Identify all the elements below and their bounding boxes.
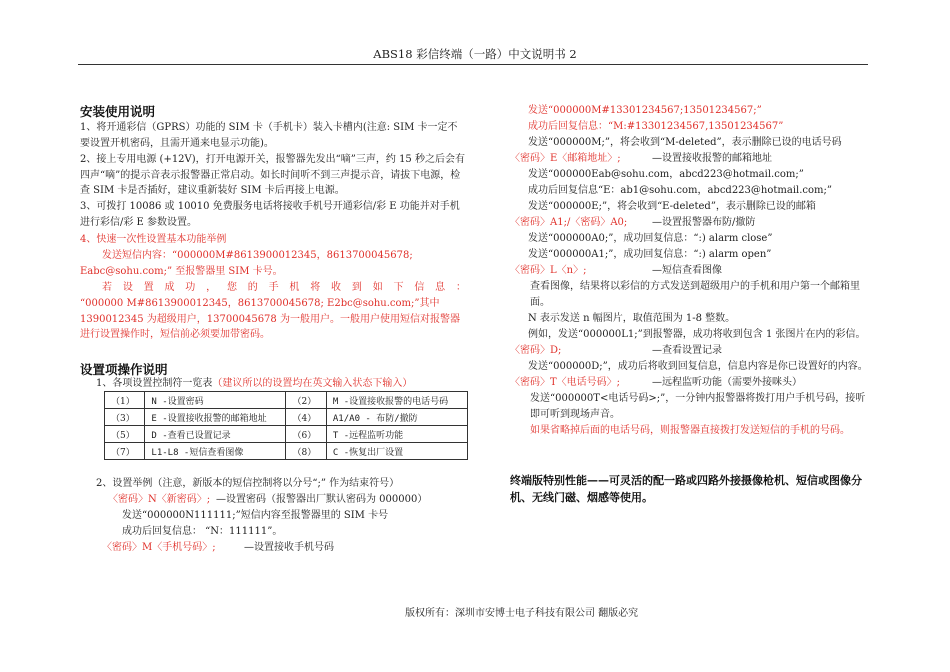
right-line-10: 发送“000000A1;”，成功回复信息：“:) alarm open”	[528, 249, 772, 260]
install-step-3: 3、可拨打 10086 或 10010 免费服务电话将接收手机号开通彩信/彩 E 功能并对手机进行彩信/彩 E 参数设置。	[80, 201, 460, 228]
table-cell: （7）	[105, 443, 145, 460]
right-line-19: 如果省略掉后面的电话号码，则报警器直接拨打发送短信的手机的号码。	[530, 425, 850, 436]
table-cell: （4）	[286, 409, 326, 426]
right-desc-email: —设置接收报警的邮箱地址	[652, 153, 772, 164]
right-line-1: 发送“000000M#13301234567;13501234567;”	[528, 105, 762, 116]
right-line-14: 例如，发送“000000L1;”到报警器，成功将收到包含 1 张图片在内的彩信。	[528, 329, 866, 340]
right-desc-arm: —设置报警器布防/撤防	[652, 217, 756, 228]
table-row	[105, 392, 468, 409]
right-tag-arm: 〈密码〉A1;/〈密码〉A0;	[510, 217, 628, 228]
table-row	[105, 426, 468, 443]
settings-example-title: 2、设置举例（注意，新版本的短信控制将以分号“;” 作为结束符号）	[96, 478, 400, 489]
settings-list-title-text: 1、各项设置控制符一览表	[96, 378, 213, 389]
table-cell: （1）	[105, 392, 145, 409]
install-example-reply: “000000 M#8613900012345，8613700045678; E2bc@sohu.com;”其中 1390012345 为超级用户，13700045678 为一般用户。一般用户使用短信对报警器进行设置操作时，短信前必须要加带密码。	[80, 298, 460, 340]
table-cell: （3）	[105, 409, 145, 426]
table-cell: E -设置接收报警的邮箱地址	[145, 409, 286, 426]
right-line-7: 发送“000000E;”，将会收到“E-deleted”，表示删除已设的邮箱	[528, 201, 816, 212]
settings-heading: 设置项操作说明	[80, 362, 168, 377]
footer-copyright: 版权所有：深圳市安博士电子科技有限公司 翻版必究	[405, 608, 639, 619]
feature-note: 终端版特别性能——可灵活的配一路或四路外接摄像枪机、短信或图像分机、无线门磁、烟感等使用。	[510, 474, 862, 504]
ex1-send: 发送“000000N111111;”短信内容至报警器里的 SIM 卡号	[122, 510, 389, 521]
table-row	[105, 443, 468, 460]
install-step-4: 4、快速一次性设置基本功能举例	[80, 234, 227, 245]
table-cell: T -远程监听功能	[326, 426, 467, 443]
right-desc-image: —短信查看图像	[652, 265, 722, 276]
header-title: ABS18 彩信终端（一路）中文说明书 2	[373, 47, 577, 61]
right-desc-listen: —远程监听功能（需要外接咪头）	[652, 377, 802, 388]
install-example-reply-intro: 若设置成功，您的手机将收到如下信息：	[102, 282, 466, 293]
right-tag-email: 〈密码〉E〈邮箱地址〉;	[510, 153, 621, 164]
right-tag-image: 〈密码〉L〈n〉;	[510, 265, 587, 276]
table-cell: L1-L8 -短信查看图像	[145, 443, 286, 460]
right-line-12: 查看图像，结果将以彩信的方式发送到超级用户的手机和用户第一个邮箱里面。	[530, 281, 860, 308]
table-cell: M -设置接收报警的电话号码	[326, 392, 467, 409]
right-line-2: 成功后回复信息：“M:#13301234567,13501234567”	[528, 121, 784, 132]
right-line-16: 发送“000000D;”，成功后将收到回复信息，信息内容是你已设置好的内容。	[528, 361, 868, 372]
install-step-2: 2、接上专用电源 (+12V)，打开电源开关，报警器先发出“嘀”三声，约 15 秒之后会有四声“嘀”的提示音表示报警器正常启动。如长时间听不到三声提示音，请拔下电源，检查 SIM 卡是否插好，建议重新装好 SIM 卡后再接上电源。	[80, 154, 465, 196]
right-line-5: 发送“000000Eab@sohu.com，abcd223@hotmail.com;”	[528, 169, 804, 180]
ex1-desc: —设置密码（报警器出厂默认密码为 000000）	[216, 494, 428, 505]
right-line-18: 发送“000000T<电话号码>;”，一分钟内报警器将拨打用户手机号码，接听即可听到现场声音。	[530, 393, 866, 420]
table-cell: （2）	[286, 392, 326, 409]
header-rule	[78, 64, 868, 65]
right-line-6: 成功后回复信息“E：ab1@sohu.com，abcd223@hotmail.com;”	[528, 185, 832, 196]
control-char-table	[104, 391, 468, 460]
settings-list-note: （建议所以的设置均在英文输入状态下输入）	[212, 378, 413, 389]
table-cell: N -设置密码	[145, 392, 286, 409]
right-line-13: N 表示发送 n 幅图片，取值范围为 1-8 整数。	[528, 313, 736, 324]
install-example-send: 发送短信内容：“000000M#8613900012345，8613700045678; Eabc@sohu.com;” 至报警器里 SIM 卡号。	[80, 250, 413, 277]
right-tag-listen: 〈密码〉T〈电话号码〉;	[510, 377, 621, 388]
ex1-tag: 〈密码〉N〈新密码〉;	[108, 494, 211, 505]
right-tag-records: 〈密码〉D;	[510, 345, 562, 356]
ex2-tag: 〈密码〉M〈手机号码〉;	[102, 542, 216, 553]
ex2-desc: —设置接收手机号码	[244, 542, 334, 553]
table-cell: A1/A0 - 布防/撤防	[326, 409, 467, 426]
install-step-1: 1、将开通彩信（GPRS）功能的 SIM 卡（手机卡）装入卡槽内(注意: SIM 卡一定不要设置开机密码，且需开通来电显示功能)。	[80, 122, 458, 149]
install-heading: 安装使用说明	[80, 104, 156, 119]
settings-list-title	[96, 376, 412, 391]
table-cell: D -查看已设置记录	[145, 426, 286, 443]
table-cell: C -恢复出厂设置	[326, 443, 467, 460]
right-desc-records: —查看设置记录	[652, 345, 722, 356]
right-line-3: 发送“000000M;”，将会收到“M-deleted”，表示删除已设的电话号码	[528, 137, 842, 148]
right-line-9: 发送“000000A0;”，成功回复信息：“:) alarm close”	[528, 233, 773, 244]
table-row	[105, 409, 468, 426]
table-cell: （8）	[286, 443, 326, 460]
table-cell: （5）	[105, 426, 145, 443]
table-cell: （6）	[286, 426, 326, 443]
ex1-reply: 成功后回复信息： “N：111111”。	[122, 526, 283, 537]
